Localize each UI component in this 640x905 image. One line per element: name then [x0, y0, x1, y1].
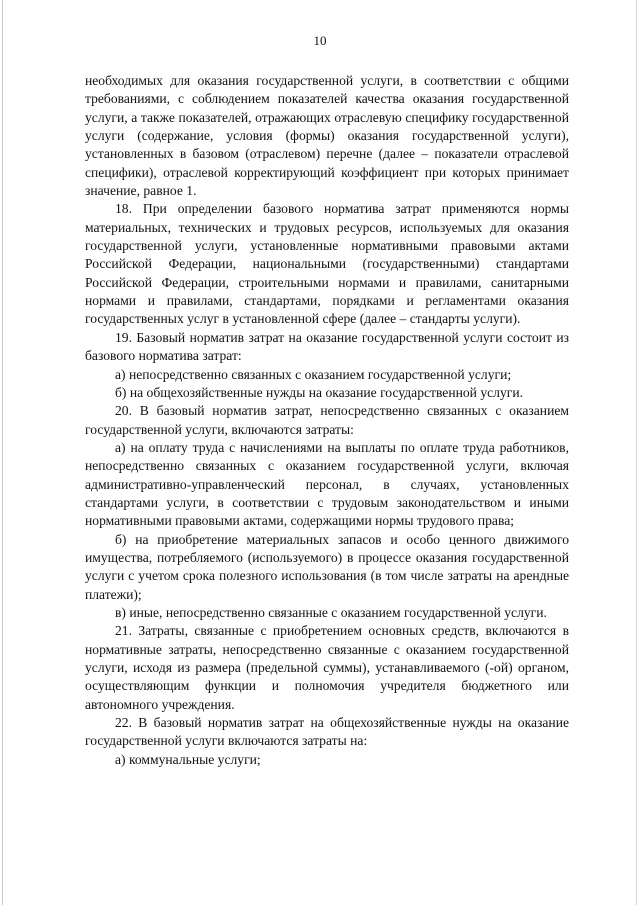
paragraph-item-18: 18. При определении базового норматива затрат применяются нормы материальных, технических и трудовых ресурсов, используемых для оказания государственной услуги, установленные нормативными правовыми актами Российской Федерации, национальными (государственными) стандартами Российской Федерации, строительными нормами и правилами, санитарными нормами и правилами, стандартами, порядками и регламентами оказания государственных услуг в установленной сфере (далее – стандарты услуги).	[85, 201, 569, 327]
document-body	[85, 72, 569, 769]
paragraph-item-20-a: а) на оплату труда с начислениями на выплаты по оплате труда работников, непосредственно связанных с оказанием государственной услуги, включая административно-управленческий персонал, в случаях, установленных стандартами услуги, в соответствии с трудовым законодательством и иными нормативными правовыми актами, содержащими нормы трудового права;	[85, 439, 569, 529]
paragraph-item-19-a: а) непосредственно связанных с оказанием государственной услуги;	[115, 366, 512, 382]
paragraph-item-20-b: б) на приобретение материальных запасов и особо ценного движимого имущества, потребляемого (используемого) в процессе оказания государственной услуги с учетом срока полезного использования (в том числе затраты на арендные платежи);	[85, 531, 569, 602]
page-number: 10	[313, 33, 327, 48]
paragraph-item-19-b: б) на общехозяйственные нужды на оказание государственной услуги.	[115, 384, 524, 400]
page-right-edge	[636, 0, 637, 905]
paragraph-item-22: 22. В базовый норматив затрат на общехозяйственные нужды на оказание государственной услуги включаются затраты на:	[85, 715, 569, 749]
paragraph-continuation: необходимых для оказания государственной услуги, в соответствии с общими требованиями, с соблюдением показателей качества оказания государственной услуги, а также показателей, отражающих отраслевую специфику государственной услуги (содержание, условия (формы) оказания государственной услуги), установленных в базовом (отраслевом) перечне (далее – показатели отраслевой специфики), отраслевой корректирующий коэффициент при которых принимает значение, равное 1.	[85, 73, 569, 199]
paragraph-item-21: 21. Затраты, связанные с приобретением основных средств, включаются в нормативные затраты, непосредственно связанные с оказанием государственной услуги, исходя из размера (предельной суммы), устанавливаемого (-ой) органом, осуществляющим функции и полномочия учредителя бюджетного или автономного учреждения.	[85, 623, 569, 712]
paragraph-item-20-v: в) иные, непосредственно связанные с оказанием государственной услуги.	[115, 604, 547, 620]
paragraph-item-20: 20. В базовый норматив затрат, непосредственно связанных с оказанием государственной услуги, включаются затраты:	[85, 403, 569, 437]
page-left-edge	[2, 0, 3, 905]
paragraph-item-19: 19. Базовый норматив затрат на оказание государственной услуги состоит из базового норматива затрат:	[85, 329, 569, 364]
paragraph-item-22-a: а) коммунальные услуги;	[115, 751, 261, 767]
